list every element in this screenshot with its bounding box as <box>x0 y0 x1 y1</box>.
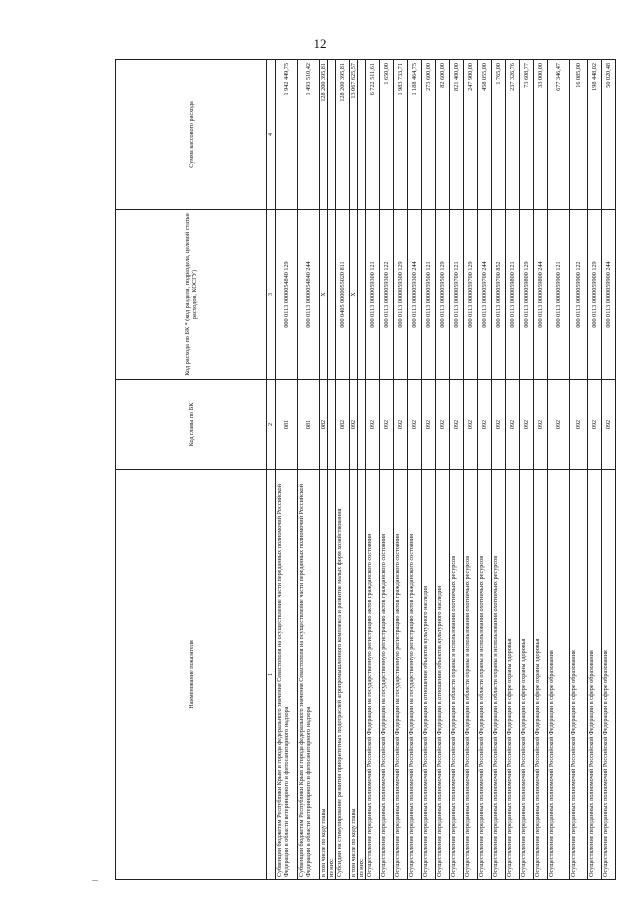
row-amount: 458 055,00 <box>478 60 492 210</box>
row-amount: 16 085,00 <box>570 60 588 210</box>
row-amount: 128 200 395,81 <box>336 60 350 210</box>
row-chapter-code: 092 <box>534 380 548 470</box>
row-amount: 198 448,02 <box>588 60 602 210</box>
row-amount: 1 765,00 <box>492 60 506 210</box>
table-row <box>358 60 366 880</box>
row-name: Осуществление переданных полномочий Российской Федерации в области охраны и использования охотничьих ресурсов <box>450 470 464 880</box>
row-chapter-code: 092 <box>478 380 492 470</box>
row-name: Осуществление переданных полномочий Российской Федерации в области охраны и использования охотничьих ресурсов <box>464 470 478 880</box>
row-amount <box>328 60 336 210</box>
row-chapter-code: 092 <box>422 380 436 470</box>
row-budget-code: 000 0113 0000059900 122 <box>570 210 588 380</box>
row-chapter-code: 081 <box>276 380 298 470</box>
row-chapter-code: 081 <box>298 380 320 470</box>
row-budget-code: 000 0113 0000059900 244 <box>602 210 616 380</box>
row-name: Осуществление переданных полномочий Российской Федерации в сфере образования <box>548 470 570 880</box>
row-name: Осуществление переданных полномочий Российской Федерации на государственную регистрацию актов гражданского состояния <box>408 470 422 880</box>
row-amount: 128 200 395,81 <box>320 60 328 210</box>
header-chapter-code: Код главы по БК <box>116 380 267 470</box>
row-name: Осуществление переданных полномочий Российской Федерации в сфере образования <box>588 470 602 880</box>
row-chapter-code: 082 <box>336 380 350 470</box>
row-chapter-code: 092 <box>380 380 394 470</box>
row-amount: 1 983 733,71 <box>394 60 408 210</box>
table-row <box>570 60 588 880</box>
row-amount: 73 608,77 <box>520 60 534 210</box>
table-row <box>492 60 506 880</box>
row-budget-code: X <box>320 210 328 380</box>
rotated-table-container <box>115 60 612 880</box>
row-chapter-code <box>358 380 366 470</box>
index-cell: 3 <box>267 210 276 380</box>
table-row <box>380 60 394 880</box>
row-name: Осуществление переданных полномочий Российской Федерации в сфере охраны здоровья <box>520 470 534 880</box>
row-chapter-code: 092 <box>450 380 464 470</box>
table-row <box>408 60 422 880</box>
row-chapter-code <box>328 380 336 470</box>
row-name: Осуществление переданных полномочий Российской Федерации на государственную регистрацию актов гражданского состояния <box>366 470 380 880</box>
row-name: Осуществление переданных полномочий Российской Федерации в сфере образования <box>602 470 616 880</box>
row-chapter-code: 092 <box>570 380 588 470</box>
header-budget-code: Код расхода по БК * (код раздела, подраздела, целевой статьи расходов, КОСГУ) <box>116 210 267 380</box>
row-budget-code: 000 0113 0000059300 122 <box>380 210 394 380</box>
row-budget-code: 000 0113 0000059800 129 <box>520 210 534 380</box>
index-cell: 4 <box>267 60 276 210</box>
row-name: в том числе по коду главы <box>350 470 358 880</box>
row-amount: 82 600,00 <box>436 60 450 210</box>
row-chapter-code: 092 <box>520 380 534 470</box>
row-chapter-code: 092 <box>366 380 380 470</box>
table-row <box>534 60 548 880</box>
table-body <box>276 60 616 880</box>
row-chapter-code: 092 <box>506 380 520 470</box>
row-budget-code: 000 0405 0000055020 811 <box>336 210 350 380</box>
row-name: Субвенции бюджетам Республики Крым и города федерального значения Севастополя на осуществление части переданных полномочий Российской Федерации в области ветеринарного и фитосанитарного надзора <box>298 470 320 880</box>
table-row <box>276 60 298 880</box>
row-chapter-code: 092 <box>588 380 602 470</box>
row-amount: 6 722 511,61 <box>366 60 380 210</box>
expenditure-table <box>115 59 616 880</box>
row-amount: 1 188 464,75 <box>408 60 422 210</box>
row-budget-code: 000 0113 0000059700 852 <box>492 210 506 380</box>
row-amount: 33 000,00 <box>534 60 548 210</box>
table-row <box>520 60 534 880</box>
table-row <box>422 60 436 880</box>
table-row <box>548 60 570 880</box>
row-amount: 247 900,00 <box>464 60 478 210</box>
table-row <box>328 60 336 880</box>
row-chapter-code: 082 <box>320 380 328 470</box>
row-amount: 677 346,47 <box>548 60 570 210</box>
table-row <box>450 60 464 880</box>
row-budget-code: 000 0113 0000059800 121 <box>506 210 520 380</box>
table-row <box>478 60 492 880</box>
header-amount: Сумма кассового расхода <box>116 60 267 210</box>
row-name: Осуществление переданных полномочий Российской Федерации в области охраны и использования охотничьих ресурсов <box>492 470 506 880</box>
row-name: Осуществление переданных полномочий Российской Федерации в сфере образования <box>570 470 588 880</box>
row-name: из них: <box>328 470 336 880</box>
table-row <box>366 60 380 880</box>
table-row <box>464 60 478 880</box>
table-row <box>506 60 520 880</box>
table-row <box>436 60 450 880</box>
row-budget-code: 000 0113 0000059300 244 <box>408 210 422 380</box>
row-name: из них: <box>358 470 366 880</box>
row-name: Осуществление переданных полномочий Российской Федерации на государственную регистрацию актов гражданского состояния <box>394 470 408 880</box>
row-budget-code: 000 0113 0000059700 244 <box>478 210 492 380</box>
table-row <box>336 60 350 880</box>
row-amount: 273 600,00 <box>422 60 436 210</box>
row-name: Осуществление переданных полномочий Российской Федерации в области охраны и использования охотничьих ресурсов <box>478 470 492 880</box>
row-budget-code: 000 0113 0000059700 121 <box>450 210 464 380</box>
row-budget-code: 000 0113 0000059500 121 <box>422 210 436 380</box>
row-chapter-code: 092 <box>436 380 450 470</box>
table-row <box>394 60 408 880</box>
row-chapter-code: 092 <box>464 380 478 470</box>
row-amount: 1 942 449,75 <box>276 60 298 210</box>
row-budget-code: 000 0113 0000059300 121 <box>366 210 380 380</box>
row-amount: 1 650,00 <box>380 60 394 210</box>
row-amount: 50 020,48 <box>602 60 616 210</box>
row-chapter-code: 092 <box>350 380 358 470</box>
table-row <box>320 60 328 880</box>
row-budget-code: 000 0113 0000054840 244 <box>298 210 320 380</box>
table-row <box>350 60 358 880</box>
row-chapter-code: 092 <box>602 380 616 470</box>
row-budget-code: 000 0113 0000059800 244 <box>534 210 548 380</box>
row-name: Субсидии на стимулирование развития приоритетных подотраслей агропромышленного комплекса и развитие малых форм хозяйствования <box>336 470 350 880</box>
row-chapter-code: 092 <box>394 380 408 470</box>
row-name: Осуществление переданных полномочий Российской Федерации в отношении объектов культурного наследия <box>422 470 436 880</box>
row-budget-code: 000 0113 0000059300 129 <box>394 210 408 380</box>
row-name: Осуществление переданных полномочий Российской Федерации в сфере охраны здоровья <box>534 470 548 880</box>
header-name: Наименование показателя <box>116 470 267 880</box>
row-budget-code: 000 0113 0000054840 129 <box>276 210 298 380</box>
row-amount: 821 400,00 <box>450 60 464 210</box>
page-edge-mark <box>92 880 98 882</box>
rotated-table-frame <box>115 60 612 880</box>
row-amount <box>358 60 366 210</box>
row-name: Осуществление переданных полномочий Российской Федерации в отношении объектов культурного наследия <box>436 470 450 880</box>
index-cell: 2 <box>267 380 276 470</box>
row-budget-code <box>328 210 336 380</box>
page-number: 12 <box>313 36 327 51</box>
row-amount: 1 493 510,42 <box>298 60 320 210</box>
row-budget-code: 000 0113 0000059900 121 <box>548 210 570 380</box>
row-amount: 13 067 625,57 <box>350 60 358 210</box>
table-row <box>588 60 602 880</box>
row-name: Субвенции бюджетам Республики Крым и города федерального значения Севастополя на осуществление части переданных полномочий Российской Федерации в области ветеринарного и фитосанитарного надзора <box>276 470 298 880</box>
row-chapter-code: 092 <box>408 380 422 470</box>
table-row <box>602 60 616 880</box>
row-name: Осуществление переданных полномочий Российской Федерации на государственную регистрацию актов гражданского состояния <box>380 470 394 880</box>
row-chapter-code: 092 <box>492 380 506 470</box>
table-row <box>298 60 320 880</box>
row-chapter-code: 092 <box>548 380 570 470</box>
row-amount: 237 326,76 <box>506 60 520 210</box>
row-name: в том числе по коду главы <box>320 470 328 880</box>
index-cell: 1 <box>267 470 276 880</box>
row-budget-code: 000 0113 0000059500 129 <box>436 210 450 380</box>
row-name: Осуществление переданных полномочий Российской Федерации в сфере охраны здоровья <box>506 470 520 880</box>
row-budget-code: X <box>350 210 358 380</box>
row-budget-code <box>358 210 366 380</box>
row-budget-code: 000 0113 0000059700 129 <box>464 210 478 380</box>
row-budget-code: 000 0113 0000059900 129 <box>588 210 602 380</box>
